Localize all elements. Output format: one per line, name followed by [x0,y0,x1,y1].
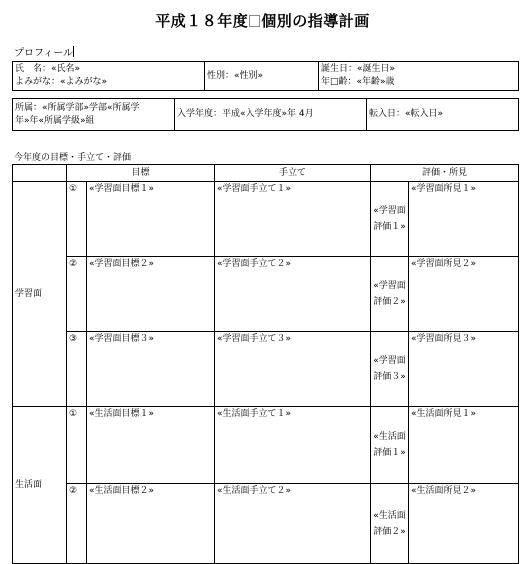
means-cell[interactable]: «生活面手立て２» [215,484,371,564]
gender-cell[interactable]: 性別：«性別» [205,62,319,91]
profile-label[interactable]: プロフィール [14,48,73,59]
eval-cell[interactable]: «学習面評価１» [371,182,409,257]
goals-label: 今年度の目標・手立て・評価 [14,153,132,163]
note-cell[interactable]: «学習面所見２» [409,257,519,332]
means-cell[interactable]: «学習面手立て２» [215,257,371,332]
means-cell[interactable]: «学習面手立て３» [215,332,371,407]
space-marker-icon [249,15,260,27]
text-cursor [73,46,74,57]
affiliation-cell[interactable]: 所属：«所属学部»学部«所属学年»年«所属学級»組 [13,99,175,131]
header-means: 手立て [215,165,371,182]
eval-cell[interactable]: «学習面評価２» [371,257,409,332]
eval-cell[interactable]: «生活面評価２» [371,484,409,564]
goals-table [12,164,519,564]
goal-cell[interactable]: «生活面目標１» [87,407,215,484]
header-blank [13,165,67,182]
affiliation-table [12,98,519,131]
transfer-cell[interactable]: 転入日：«転入日» [367,99,519,131]
means-cell[interactable]: «生活面手立て１» [215,407,371,484]
name-cell[interactable]: 氏 名：«氏名» よみがな：«よみがな» [13,62,205,91]
means-cell[interactable]: «学習面手立て１» [215,182,371,257]
document-title: 平成１８年度 個別の指導計画 [155,12,370,30]
row-number: ① [67,182,87,257]
note-cell[interactable]: «学習面所見１» [409,182,519,257]
birthday-age-cell[interactable]: 誕生日：«誕生日» 年□齢：«年齢»歳 [319,62,519,91]
note-cell[interactable]: «生活面所見２» [409,484,519,564]
row-number: ① [67,407,87,484]
enrollment-cell[interactable]: 入学年度：平成«入学年度»年 4月 [175,99,367,131]
note-cell[interactable]: «生活面所見１» [409,407,519,484]
row-number: ② [67,257,87,332]
note-cell[interactable]: «学習面所見３» [409,332,519,407]
row-number: ③ [67,332,87,407]
goal-cell[interactable]: «学習面目標２» [87,257,215,332]
row-number: ② [67,484,87,564]
goal-cell[interactable]: «学習面目標１» [87,182,215,257]
profile-table [12,61,519,91]
header-eval: 評価・所見 [371,165,519,182]
eval-cell[interactable]: «学習面評価３» [371,332,409,407]
goal-cell[interactable]: «生活面目標２» [87,484,215,564]
category-cell: 学習面 [13,182,67,407]
category-cell: 生活面 [13,407,67,564]
goal-cell[interactable]: «学習面目標３» [87,332,215,407]
header-goal: 目標 [67,165,215,182]
eval-cell[interactable]: «生活面評価１» [371,407,409,484]
